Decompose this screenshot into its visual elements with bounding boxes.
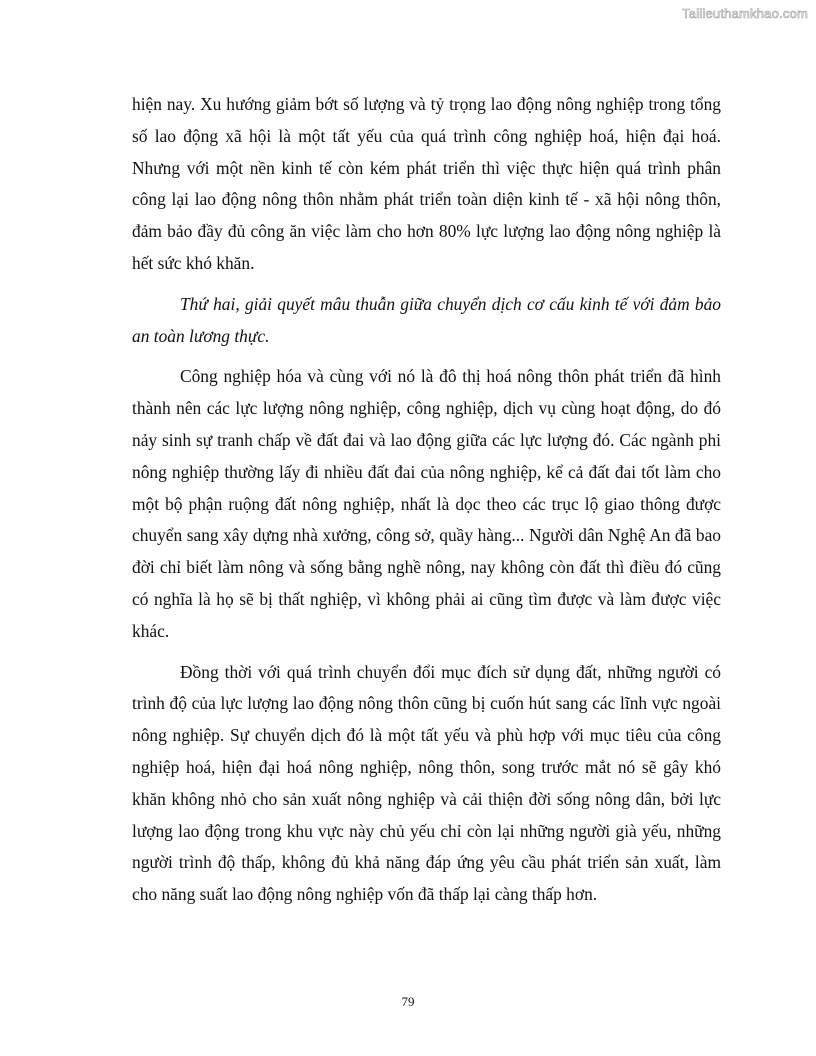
watermark-text: Tailieuthamkhao.com — [682, 6, 808, 21]
paragraph-continuation: hiện nay. Xu hướng giảm bớt số lượng và tỷ trọng lao động nông nghiệp trong tổng số lao động xã hội là một tất yếu của quá trình công nghiệp hoá, hiện đại hoá. Nhưng với một nền kinh tế còn kém phát triển thì việc thực hiện quá trình phân công lại lao động nông thôn nhằm phát triển toàn diện kinh tế - xã hội nông thôn, đảm bảo đầy đủ công ăn việc làm cho hơn 80% lực lượng lao động nông nghiệp là hết sức khó khăn. — [132, 94, 721, 273]
page-number: 79 — [401, 994, 415, 1009]
paragraph-land-use-shift: Đồng thời với quá trình chuyển đổi mục đích sử dụng đất, những người có trình độ của lực lượng lao động nông thôn cũng bị cuốn hút sang các lĩnh vực ngoài nông nghiệp. Sự chuyển dịch đó là một tất yếu và phù hợp với mục tiêu của công nghiệp hoá, hiện đại hoá nông nghiệp, nông thôn, song trước mắt nó sẽ gây khó khăn không nhỏ cho sản xuất nông nghiệp và cải thiện đời sống nông dân, bởi lực lượng lao động trong khu vực này chủ yếu chỉ còn lại những người già yếu, những người trình độ thấp, không đủ khả năng đáp ứng yêu cầu phát triển sản xuất, làm cho năng suất lao động nông nghiệp vốn đã thấp lại càng thấp hơn. — [132, 661, 721, 905]
document-body — [132, 89, 721, 920]
paragraph-heading-second-issue: Thứ hai, giải quyết mâu thuẫn giữa chuyển dịch cơ cấu kinh tế với đảm bảo an toàn lương thực. — [132, 293, 721, 346]
paragraph-industrialization: Công nghiệp hóa và cùng với nó là đô thị hoá nông thôn phát triển đã hình thành nên các lực lượng nông nghiệp, công nghiệp, dịch vụ cùng hoạt động, do đó nảy sinh sự tranh chấp về đất đai và lao động giữa các lực lượng đó. Các ngành phi nông nghiệp thường lấy đi nhiều đất đai của nông nghiệp, kể cả đất đai tốt làm cho một bộ phận ruộng đất nông nghiệp, nhất là dọc theo các trục lộ giao thông được chuyển sang xây dựng nhà xưởng, công sở, quầy hàng... Người dân Nghệ An đã bao đời chỉ biết làm nông và sống bằng nghề nông, nay không còn đất thì điều đó cũng có nghĩa là họ sẽ bị thất nghiệp, vì không phải ai cũng tìm được và làm được việc khác. — [132, 366, 721, 641]
